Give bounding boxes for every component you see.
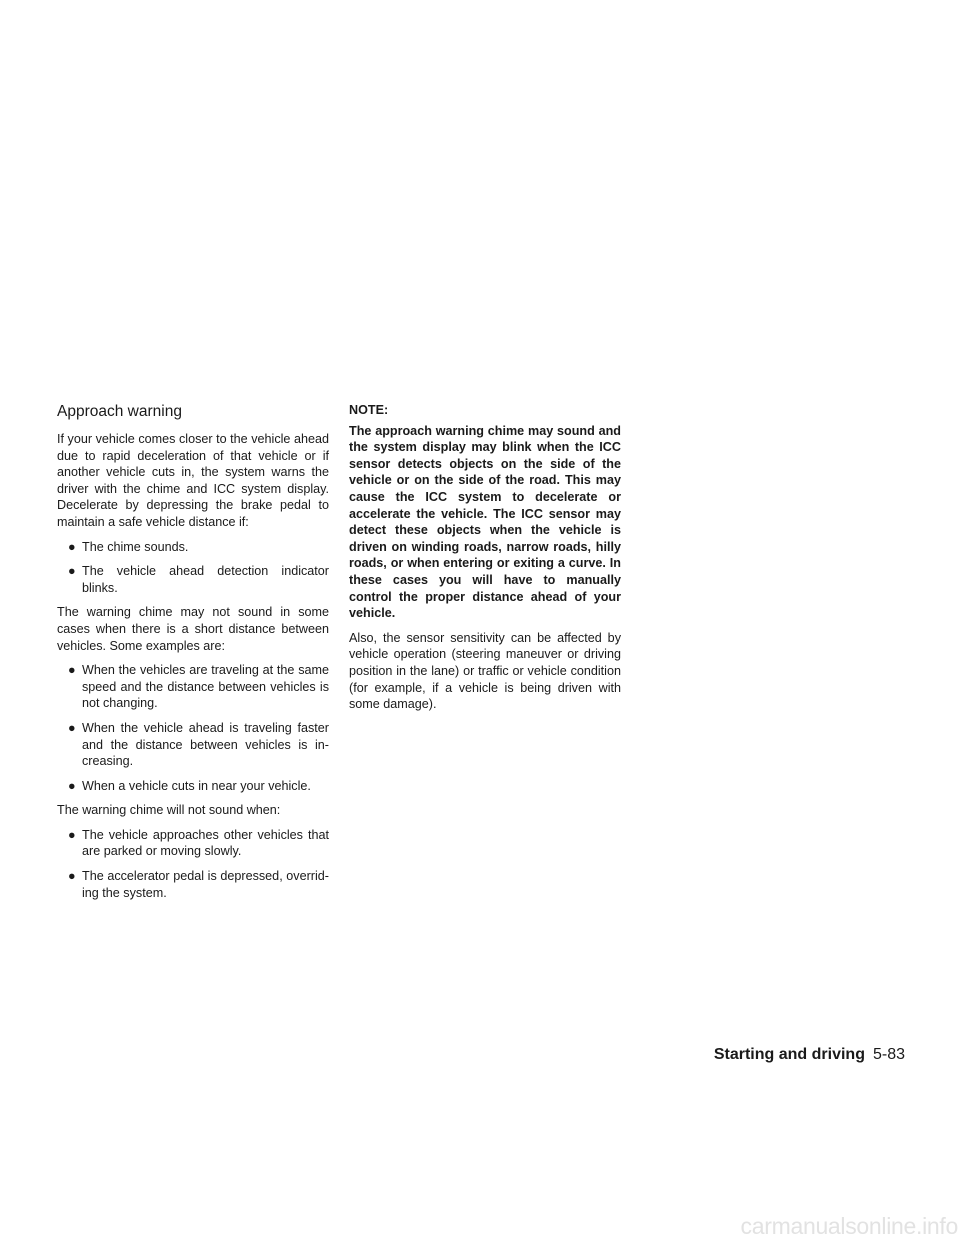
bullet-icon: ● bbox=[68, 778, 76, 793]
no-chime-paragraph: The warning chime may not sound in some cases when there is a short distance between vehicles. Some examples are: bbox=[57, 605, 329, 653]
bullet-list-no-sound bbox=[57, 827, 329, 901]
footer-section-name: Starting and driving bbox=[713, 1046, 865, 1063]
list-item: ● When a vehicle cuts in near your vehicle. bbox=[68, 778, 311, 793]
note-body: The approach warning chime may sound and the system display may blink when the ICC sensor detects objects on the side of the vehicle or on the side of the road. This may cause the ICC system to decelerate or accelerate the vehicle. The ICC sensor may detect these objects when the vehicle is driven on winding roads, narrow roads, hilly roads, or when entering or exiting a curve. In these cases you will have to manually control the proper distance ahead of your vehicle. bbox=[349, 423, 621, 621]
will-not-sound-paragraph: The warning chime will not sound when: bbox=[57, 803, 281, 818]
watermark: carmanualsonline.info bbox=[740, 1213, 958, 1239]
bullet-icon: ● bbox=[68, 539, 76, 554]
list-item: ● The vehicle approaches other vehicles that are parked or moving slowly. bbox=[68, 827, 329, 859]
bullet-icon: ● bbox=[68, 564, 76, 579]
section-title: Approach warning bbox=[57, 403, 182, 420]
page-number: 5-83 bbox=[872, 1046, 905, 1063]
list-item: ● The chime sounds. bbox=[68, 539, 189, 554]
list-item: ● The vehicle ahead detection indicator blinks. bbox=[68, 564, 329, 595]
bullet-list-warning-conditions bbox=[57, 539, 329, 597]
bullet-icon: ● bbox=[68, 827, 76, 842]
bullet-list-examples bbox=[57, 662, 329, 794]
bullet-icon: ● bbox=[68, 720, 76, 735]
right-column bbox=[349, 402, 621, 721]
list-item: ● The accelerator pedal is depressed, overrid-ing the system. bbox=[68, 869, 329, 900]
list-item: ● When the vehicles are traveling at the same speed and the distance between vehicles is not changing. bbox=[68, 663, 329, 711]
note-label: NOTE: bbox=[349, 403, 389, 417]
left-column bbox=[57, 402, 329, 909]
bullet-icon: ● bbox=[68, 869, 76, 884]
page-footer bbox=[714, 1045, 905, 1065]
list-item: ● When the vehicle ahead is traveling faster and the distance between vehicles is in-creasing. bbox=[68, 720, 329, 769]
intro-paragraph: If your vehicle comes closer to the vehicle ahead due to rapid deceleration of that vehicle or if another vehicle cuts in, the system warns the driver with the chime and ICC system display. Decelerate by depressing the brake pedal to maintain a safe vehicle distance if: bbox=[57, 432, 329, 529]
sensor-sensitivity-paragraph: Also, the sensor sensitivity can be affected by vehicle operation (steering maneuver or driving position in the lane) or traffic or vehicle condition (for example, if a vehicle is being driven with some damage). bbox=[349, 630, 621, 712]
bullet-icon: ● bbox=[68, 663, 76, 678]
